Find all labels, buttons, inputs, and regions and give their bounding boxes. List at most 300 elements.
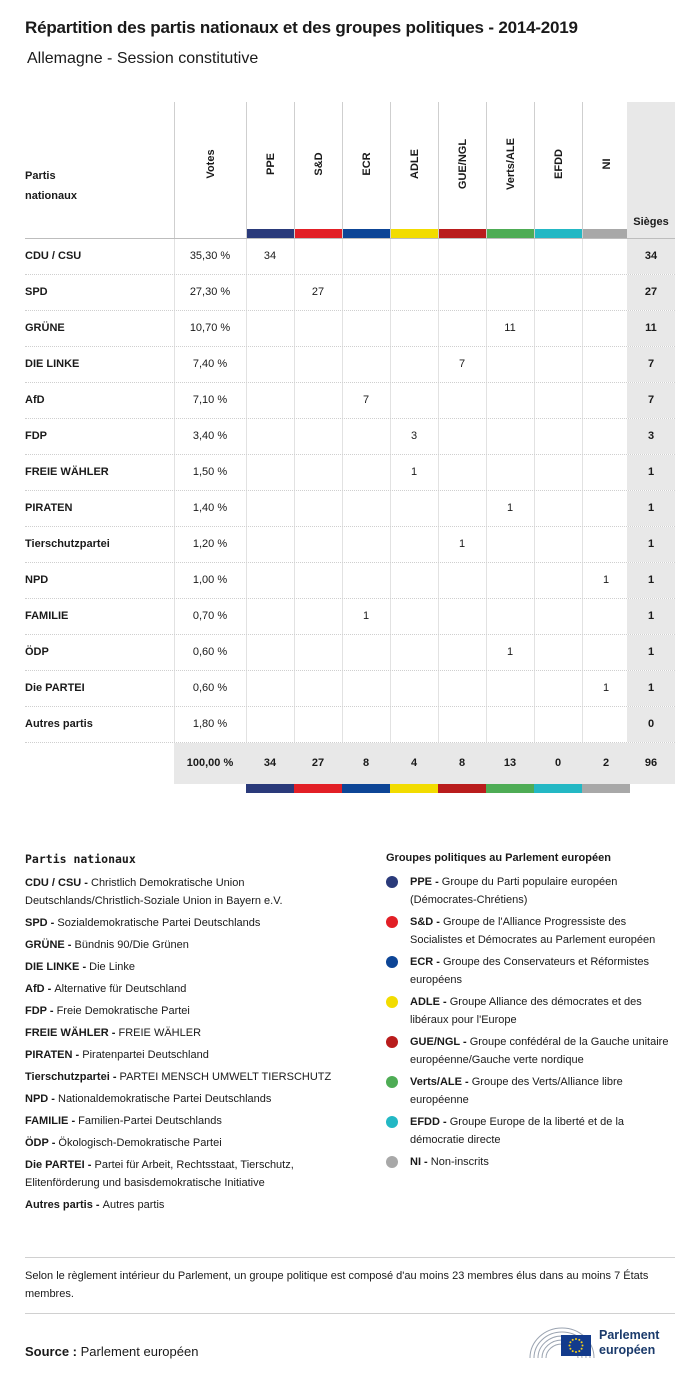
eu-flag-icon xyxy=(561,1335,591,1356)
group-seat-cell xyxy=(534,491,582,526)
group-column-header xyxy=(486,102,535,238)
group-seat-cell xyxy=(342,311,390,346)
group-legend-item xyxy=(386,993,676,1029)
group-seat-cell xyxy=(246,347,294,382)
group-seat-cell xyxy=(486,419,534,454)
group-seat-cell: 1 xyxy=(362,610,370,622)
column-divider xyxy=(174,455,175,490)
group-seat-cell xyxy=(534,527,582,562)
party-name: DIE LINKE xyxy=(25,358,80,370)
total-group-cell: 0 xyxy=(534,743,582,784)
seats-total-cell: 7 xyxy=(627,347,675,382)
column-divider xyxy=(174,419,175,454)
party-legend-item xyxy=(25,1196,365,1214)
party-legend-item xyxy=(25,958,365,976)
group-seat-cell xyxy=(582,599,630,634)
group-seat-cell xyxy=(246,455,294,490)
group-seat-cell: 7 xyxy=(458,358,466,370)
group-column-header xyxy=(438,102,487,238)
group-legend-full: Groupe des Verts/Alliance libre européenne xyxy=(410,1076,623,1106)
column-divider xyxy=(174,671,175,706)
group-seat-cell xyxy=(438,707,486,742)
group-seat-cell xyxy=(486,527,534,562)
group-seat-cell xyxy=(582,455,630,490)
seats-total-cell: 34 xyxy=(627,239,675,274)
party-legend-full: Bündnis 90/Die Grünen xyxy=(74,939,189,951)
group-legend-item xyxy=(386,1033,676,1069)
group-legend-abbr: GUE/NGL - xyxy=(410,1036,470,1048)
group-color-dot-icon xyxy=(386,876,398,888)
group-seat-cell xyxy=(486,599,534,634)
group-seat-cell xyxy=(438,239,486,274)
seats-column-header xyxy=(627,102,675,238)
party-legend-item xyxy=(25,1112,365,1130)
group-header-label: ECR xyxy=(361,152,373,176)
group-column-header xyxy=(294,102,343,238)
group-seat-cell xyxy=(486,707,534,742)
table-row xyxy=(25,311,675,347)
group-seat-cell xyxy=(390,347,438,382)
party-legend-abbr: SPD - xyxy=(25,917,58,929)
votes-cell: 0,70 % xyxy=(192,610,228,622)
group-seat-cell xyxy=(294,635,342,670)
party-name: Die PARTEI xyxy=(25,682,85,694)
party-legend-full: PARTEI MENSCH UMWELT TIERSCHUTZ xyxy=(119,1071,332,1083)
group-seat-cell xyxy=(534,671,582,706)
votes-cell: 35,30 % xyxy=(189,250,231,262)
table-header xyxy=(25,102,675,239)
group-seat-cell xyxy=(534,563,582,598)
group-legend-abbr: NI - xyxy=(410,1156,431,1168)
group-seat-cell xyxy=(294,383,342,418)
group-color-swatch xyxy=(535,229,583,238)
group-seat-cell xyxy=(438,563,486,598)
group-legend-item xyxy=(386,913,676,949)
group-seat-cell xyxy=(438,599,486,634)
table-row xyxy=(25,635,675,671)
group-legend-full: Groupe Alliance des démocrates et des libéraux pour l'Europe xyxy=(410,996,642,1026)
party-name: FREIE WÄHLER xyxy=(25,466,109,478)
table-body xyxy=(25,239,675,743)
group-legend-item xyxy=(386,1113,676,1149)
group-seat-cell xyxy=(246,275,294,310)
total-group-cell: 34 xyxy=(246,743,294,784)
party-legend-abbr: FAMILIE - xyxy=(25,1115,79,1127)
party-legend-full: Ökologisch-Demokratische Partei xyxy=(58,1137,222,1149)
seats-total-cell: 1 xyxy=(627,635,675,670)
votes-cell: 10,70 % xyxy=(189,322,231,334)
group-seat-cell xyxy=(582,419,630,454)
group-header-label: S&D xyxy=(313,152,325,176)
group-seat-cell xyxy=(294,455,342,490)
group-color-dot-icon xyxy=(386,956,398,968)
group-seat-cell: 1 xyxy=(506,502,514,514)
votes-cell: 7,40 % xyxy=(192,358,228,370)
group-column-header xyxy=(582,102,631,238)
group-column-header xyxy=(342,102,391,238)
group-seat-cell: 3 xyxy=(410,430,418,442)
party-legend-full: Autres partis xyxy=(102,1199,165,1211)
group-color-swatch xyxy=(487,229,535,238)
group-seat-cell xyxy=(390,527,438,562)
group-seat-cell xyxy=(438,275,486,310)
group-seat-cell xyxy=(534,311,582,346)
group-seat-cell xyxy=(246,527,294,562)
group-seat-cell xyxy=(438,635,486,670)
group-seat-cell xyxy=(582,707,630,742)
party-name: FDP xyxy=(25,430,47,442)
party-legend-abbr: PIRATEN - xyxy=(25,1049,83,1061)
seats-total-cell: 0 xyxy=(627,707,675,742)
group-seat-cell xyxy=(342,563,390,598)
group-seat-cell xyxy=(390,311,438,346)
group-seat-cell xyxy=(294,491,342,526)
group-column-header xyxy=(246,102,295,238)
party-name: ÖDP xyxy=(25,646,49,658)
group-seat-cell xyxy=(246,671,294,706)
total-seats-cell: 96 xyxy=(627,743,675,784)
group-seat-cell xyxy=(294,707,342,742)
group-seat-cell xyxy=(390,383,438,418)
party-legend-abbr: FDP - xyxy=(25,1005,57,1017)
party-legend-abbr: Die PARTEI - xyxy=(25,1159,95,1171)
group-seat-cell xyxy=(390,599,438,634)
group-seat-cell xyxy=(582,347,630,382)
group-header-label: NI xyxy=(601,158,613,170)
group-color-dot-icon xyxy=(386,1036,398,1048)
group-seat-cell xyxy=(246,599,294,634)
group-color-dot-icon xyxy=(386,916,398,928)
total-votes-cell: 100,00 % xyxy=(174,743,246,784)
total-group-cell: 13 xyxy=(486,743,534,784)
group-seat-cell xyxy=(246,419,294,454)
group-seat-cell xyxy=(534,599,582,634)
party-name: AfD xyxy=(25,394,45,406)
group-seat-cell xyxy=(582,311,630,346)
column-divider xyxy=(174,347,175,382)
column-divider xyxy=(174,239,175,274)
group-color-swatch xyxy=(342,784,390,793)
group-color-dot-icon xyxy=(386,996,398,1008)
column-divider xyxy=(174,527,175,562)
party-legend-item xyxy=(25,914,365,932)
table-row xyxy=(25,419,675,455)
group-seat-cell xyxy=(486,671,534,706)
table-row xyxy=(25,671,675,707)
group-seat-cell xyxy=(486,239,534,274)
group-legend-full: Non-inscrits xyxy=(430,1156,489,1168)
group-seat-cell xyxy=(582,275,630,310)
party-legend-abbr: Tierschutzpartei - xyxy=(25,1071,120,1083)
party-legend-item xyxy=(25,936,365,954)
group-seat-cell xyxy=(582,383,630,418)
group-legend-item xyxy=(386,1153,676,1171)
party-legend-full: Freie Demokratische Partei xyxy=(56,1005,190,1017)
group-seat-cell xyxy=(486,563,534,598)
party-legend-item xyxy=(25,1090,365,1108)
group-seat-cell xyxy=(342,239,390,274)
party-legend-full: Nationaldemokratische Partei Deutschlands xyxy=(58,1093,272,1105)
group-color-swatch xyxy=(390,784,438,793)
party-legend-full: Christlich Demokratische Union Deutschlands/Christlich-Soziale Union in Bayern e.V. xyxy=(25,877,283,907)
column-divider xyxy=(174,563,175,598)
party-name: Tierschutzpartei xyxy=(25,538,110,550)
group-seat-cell xyxy=(342,635,390,670)
group-seat-cell xyxy=(534,275,582,310)
group-seat-cell: 11 xyxy=(504,322,516,334)
group-color-swatch xyxy=(583,229,631,238)
party-legend-item xyxy=(25,1068,365,1086)
group-seat-cell xyxy=(534,455,582,490)
party-legend-item xyxy=(25,874,365,910)
group-seat-cell xyxy=(342,455,390,490)
group-legend-item xyxy=(386,873,676,909)
group-seat-cell xyxy=(534,239,582,274)
group-seat-cell xyxy=(534,707,582,742)
group-seat-cell xyxy=(582,491,630,526)
group-header-label: PPE xyxy=(265,152,277,176)
group-seat-cell xyxy=(534,635,582,670)
group-header-label: EFDD xyxy=(553,149,565,179)
votes-cell: 0,60 % xyxy=(192,646,228,658)
votes-cell: 1,00 % xyxy=(192,574,228,586)
seats-total-cell: 3 xyxy=(627,419,675,454)
group-header-label: ADLE xyxy=(409,149,421,179)
seats-total-cell: 1 xyxy=(627,599,675,634)
group-seat-cell: 1 xyxy=(602,682,610,694)
group-legend-abbr: PPE - xyxy=(410,876,442,888)
group-color-swatch xyxy=(295,229,343,238)
votes-cell: 0,60 % xyxy=(192,682,228,694)
party-legend-item xyxy=(25,1134,365,1152)
party-legend-full: Familien-Partei Deutschlands xyxy=(78,1115,222,1127)
group-seat-cell xyxy=(582,239,630,274)
page-title: Répartition des partis nationaux et des groupes politiques - 2014-2019 xyxy=(25,18,578,37)
party-legend-abbr: DIE LINKE - xyxy=(25,961,90,973)
party-legend-full: Sozialdemokratische Partei Deutschlands xyxy=(57,917,261,929)
party-legend-full: Partei für Arbeit, Rechtsstaat, Tierschutz, Elitenförderung und basisdemokratische Initiative xyxy=(25,1159,294,1189)
group-legend-item xyxy=(386,1073,676,1109)
group-seat-cell xyxy=(486,275,534,310)
group-seat-cell xyxy=(438,491,486,526)
group-seat-cell xyxy=(294,311,342,346)
group-color-dot-icon xyxy=(386,1116,398,1128)
group-seat-cell xyxy=(246,563,294,598)
group-seat-cell xyxy=(486,383,534,418)
group-seat-cell xyxy=(534,419,582,454)
rules-note: Selon le règlement intérieur du Parlement, un groupe politique est composé d'au moins 23 membres élus dans au moins 7 États membres. xyxy=(25,1257,675,1314)
group-legend-full: Groupe du Parti populaire européen (Démocrates-Chrétiens) xyxy=(410,876,618,906)
table-row xyxy=(25,383,675,419)
group-seat-cell: 27 xyxy=(311,286,325,298)
group-seat-cell xyxy=(246,383,294,418)
votes-cell: 27,30 % xyxy=(189,286,231,298)
column-divider xyxy=(174,311,175,346)
seats-total-cell: 7 xyxy=(627,383,675,418)
group-seat-cell xyxy=(294,419,342,454)
table-row xyxy=(25,455,675,491)
page-subtitle: Allemagne - Session constitutive xyxy=(27,50,259,67)
group-seat-cell xyxy=(534,347,582,382)
group-seat-cell xyxy=(294,527,342,562)
group-color-swatch xyxy=(486,784,534,793)
seats-total-cell: 1 xyxy=(627,491,675,526)
group-seat-cell: 7 xyxy=(362,394,370,406)
party-legend-abbr: FREIE WÄHLER - xyxy=(25,1027,119,1039)
column-divider xyxy=(174,383,175,418)
group-color-swatch xyxy=(534,784,582,793)
seat-distribution-table xyxy=(25,102,675,793)
votes-header-label: Votes xyxy=(205,149,217,179)
group-seat-cell xyxy=(582,527,630,562)
seats-total-cell: 1 xyxy=(627,671,675,706)
votes-cell: 1,50 % xyxy=(192,466,228,478)
party-legend-abbr: AfD - xyxy=(25,983,55,995)
group-seat-cell xyxy=(438,311,486,346)
table-row xyxy=(25,527,675,563)
column-divider xyxy=(174,491,175,526)
party-name: CDU / CSU xyxy=(25,250,82,262)
logo-text xyxy=(599,1328,659,1358)
group-seat-cell xyxy=(342,671,390,706)
group-seat-cell xyxy=(438,455,486,490)
group-seat-cell xyxy=(342,347,390,382)
group-seat-cell xyxy=(438,671,486,706)
group-color-swatch xyxy=(343,229,391,238)
group-legend-abbr: ECR - xyxy=(410,956,443,968)
votes-cell: 1,40 % xyxy=(192,502,228,514)
column-divider xyxy=(174,275,175,310)
group-seat-cell xyxy=(486,347,534,382)
group-seat-cell xyxy=(438,419,486,454)
party-legend-item xyxy=(25,1002,365,1020)
group-color-swatch xyxy=(439,229,487,238)
group-seat-cell xyxy=(390,635,438,670)
party-name: GRÜNE xyxy=(25,322,65,334)
group-header-label: Verts/ALE xyxy=(505,138,517,190)
column-divider xyxy=(174,707,175,742)
group-seat-cell xyxy=(246,311,294,346)
group-color-swatch xyxy=(247,229,295,238)
group-seat-cell xyxy=(534,383,582,418)
group-seat-cell xyxy=(294,671,342,706)
total-group-cell: 27 xyxy=(294,743,342,784)
source-value: Parlement européen xyxy=(80,1344,199,1359)
group-legend-full: Groupe de l'Alliance Progressiste des Socialistes et Démocrates au Parlement européen xyxy=(410,916,656,946)
group-seat-cell: 1 xyxy=(506,646,514,658)
group-seat-cell: 1 xyxy=(602,574,610,586)
group-seat-cell: 1 xyxy=(410,466,418,478)
group-seat-cell xyxy=(582,635,630,670)
table-row xyxy=(25,563,675,599)
table-row xyxy=(25,491,675,527)
party-legend-abbr: GRÜNE - xyxy=(25,939,75,951)
table-row xyxy=(25,707,675,743)
group-seat-cell xyxy=(390,671,438,706)
party-legend-abbr: Autres partis - xyxy=(25,1199,103,1211)
table-row xyxy=(25,347,675,383)
total-group-cell: 8 xyxy=(438,743,486,784)
party-legend-full: Piratenpartei Deutschland xyxy=(82,1049,209,1061)
group-seat-cell xyxy=(294,563,342,598)
group-legend-full: Groupe confédéral de la Gauche unitaire européenne/Gauche verte nordique xyxy=(410,1036,669,1066)
votes-cell: 3,40 % xyxy=(192,430,228,442)
parliament-logo xyxy=(528,1320,678,1360)
groups-legend-heading: Groupes politiques au Parlement européen xyxy=(386,852,611,864)
group-legend-full: Groupe Europe de la liberté et de la démocratie directe xyxy=(410,1116,625,1146)
group-legend-abbr: S&D - xyxy=(410,916,443,928)
group-color-swatch xyxy=(246,784,294,793)
group-seat-cell xyxy=(294,347,342,382)
party-name: FAMILIE xyxy=(25,610,69,622)
group-seat-cell xyxy=(342,491,390,526)
group-color-swatch xyxy=(582,784,630,793)
party-legend-item xyxy=(25,1046,365,1064)
group-legend-abbr: Verts/ALE - xyxy=(410,1076,472,1088)
logo-line-1: Parlement xyxy=(599,1328,660,1342)
group-seat-cell xyxy=(342,419,390,454)
party-legend-full: Die Linke xyxy=(89,961,136,973)
seats-total-cell: 11 xyxy=(627,311,675,346)
party-legend-item xyxy=(25,980,365,998)
group-color-swatch xyxy=(294,784,342,793)
party-legend-abbr: ÖDP - xyxy=(25,1137,59,1149)
group-seat-cell xyxy=(294,239,342,274)
group-seat-cell xyxy=(390,491,438,526)
table-row xyxy=(25,599,675,635)
group-seat-cell xyxy=(342,707,390,742)
total-group-cell: 2 xyxy=(582,743,630,784)
party-legend-full: Alternative für Deutschland xyxy=(54,983,187,995)
group-legend-full: Groupe des Conservateurs et Réformistes européens xyxy=(410,956,650,986)
group-seat-cell xyxy=(390,239,438,274)
party-column-header: Partis nationaux xyxy=(25,170,77,202)
table-row xyxy=(25,239,675,275)
parties-legend-heading: Partis nationaux xyxy=(25,852,136,866)
total-group-cell: 8 xyxy=(342,743,390,784)
group-color-swatch xyxy=(391,229,439,238)
parties-legend xyxy=(25,852,365,1218)
source-label: Source : xyxy=(25,1344,78,1359)
party-name: NPD xyxy=(25,574,49,586)
party-legend-full: FREIE WÄHLER xyxy=(118,1027,202,1039)
group-legend-item xyxy=(386,953,676,989)
group-seat-cell xyxy=(390,707,438,742)
group-seat-cell xyxy=(246,491,294,526)
votes-cell: 7,10 % xyxy=(192,394,228,406)
totals-row xyxy=(25,743,675,793)
group-seat-cell xyxy=(342,275,390,310)
groups-legend xyxy=(386,852,676,1175)
party-name: Autres partis xyxy=(25,718,93,730)
seats-total-cell: 27 xyxy=(627,275,675,310)
group-legend-abbr: EFDD - xyxy=(410,1116,450,1128)
column-divider xyxy=(174,635,175,670)
group-color-dot-icon xyxy=(386,1076,398,1088)
group-seat-cell xyxy=(294,599,342,634)
group-legend-abbr: ADLE - xyxy=(410,996,450,1008)
party-legend-item xyxy=(25,1024,365,1042)
group-seat-cell: 1 xyxy=(458,538,466,550)
group-seat-cell: 34 xyxy=(263,250,277,262)
party-name: PIRATEN xyxy=(25,502,73,514)
table-row xyxy=(25,275,675,311)
seats-total-cell: 1 xyxy=(627,527,675,562)
seats-total-cell: 1 xyxy=(627,563,675,598)
seats-total-cell: 1 xyxy=(627,455,675,490)
votes-cell: 1,20 % xyxy=(192,538,228,550)
party-legend-item xyxy=(25,1156,365,1192)
